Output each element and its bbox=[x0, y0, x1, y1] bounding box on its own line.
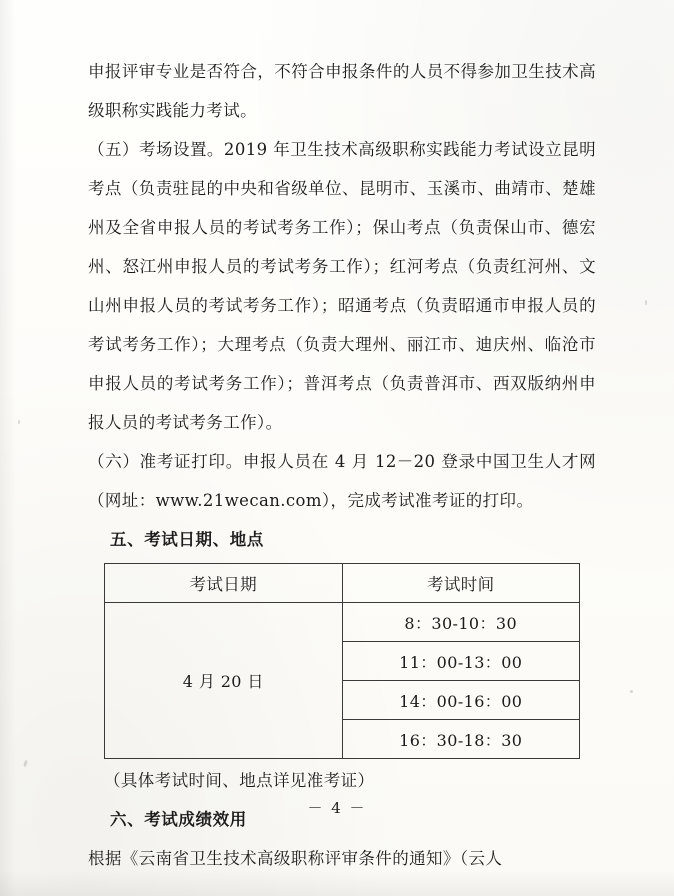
exam-schedule-table bbox=[104, 563, 580, 759]
paragraph-closing: 根据《云南省卫生技术高级职称评审条件的通知》（云人 bbox=[88, 849, 503, 868]
page-edge-shadow-left bbox=[0, 0, 16, 896]
exam-schedule-table-wrapper bbox=[104, 563, 580, 759]
exam-date-cell: 4 月 20 日 bbox=[105, 603, 343, 759]
heading-section-5: 五、考试日期、地点 bbox=[110, 530, 264, 549]
scan-speck bbox=[18, 420, 20, 424]
document-text-body bbox=[88, 52, 596, 878]
page-number: － 4 － bbox=[307, 799, 367, 817]
paragraph-item-6: （六）准考证打印。申报人员在 4 月 12－20 登录中国卫生人才网（网址：www.21wecan.com），完成考试准考证的打印。 bbox=[88, 452, 596, 510]
paragraph-continued: 申报评审专业是否符合，不符合申报条件的人员不得参加卫生技术高级职称实践能力考试。 bbox=[88, 62, 596, 120]
table-row bbox=[105, 603, 580, 642]
column-header-date: 考试日期 bbox=[105, 564, 343, 603]
paragraph-item-5: （五）考场设置。2019 年卫生技术高级职称实践能力考试设立昆明考点（负责驻昆的中央和省级单位、昆明市、玉溪市、曲靖市、楚雄州及全省申报人员的考试考务工作）；保山考点（负责保山市、德宏州、怒江州申报人员的考试考务工作）；红河考点（负责红河州、文山州申报人员的考试考务工作）；昭通考点（负责昭通市申报人员的考试考务工作）；大理考点（负责大理州、丽江市、迪庆州、临沧市申报人员的考试考务工作）；普洱考点（负责普洱市、西双版纳州申报人员的考试考务工作）。 bbox=[88, 140, 596, 432]
table-note: （具体考试时间、地点详见准考证） bbox=[104, 771, 375, 790]
exam-time-cell: 14：00-16：00 bbox=[342, 681, 580, 720]
exam-time-cell: 8：30-10：30 bbox=[342, 603, 580, 642]
column-header-time: 考试时间 bbox=[342, 564, 580, 603]
heading-section-6: 六、考试成绩效用 bbox=[110, 810, 247, 829]
exam-time-cell: 16：30-18：30 bbox=[342, 720, 580, 759]
scan-speck bbox=[630, 690, 633, 693]
table-header-row bbox=[105, 564, 580, 603]
scan-speck bbox=[23, 760, 28, 768]
scan-speck bbox=[645, 300, 647, 305]
exam-time-cell: 11：00-13：00 bbox=[342, 642, 580, 681]
